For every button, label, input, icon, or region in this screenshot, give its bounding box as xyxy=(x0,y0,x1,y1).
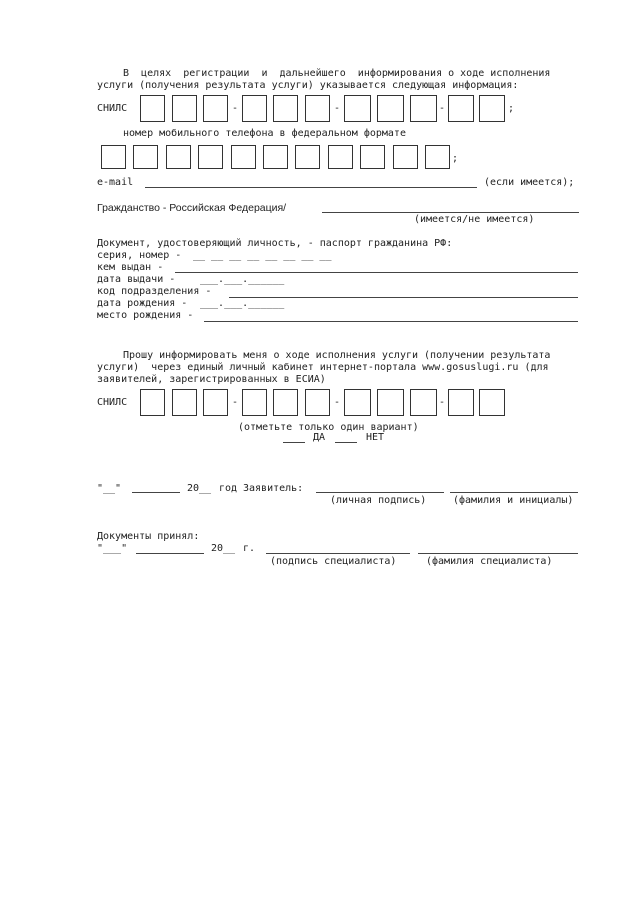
accepted-name-note: (фамилия специалиста) xyxy=(426,556,553,567)
digit-box[interactable] xyxy=(448,389,474,416)
digit-box[interactable] xyxy=(242,95,267,122)
series-label: серия, номер - xyxy=(97,250,182,261)
citizenship-label: Гражданство - Российская Федерация/ xyxy=(97,202,287,214)
applicant-day[interactable]: "__" xyxy=(97,483,122,494)
phone-label: номер мобильного телефона в федеральном формате xyxy=(123,128,406,139)
document-heading: Документ, удостоверяющий личность, - паспорт гражданина РФ: xyxy=(97,238,453,249)
digit-box[interactable] xyxy=(273,95,298,122)
applicant-year[interactable]: 20__ xyxy=(187,483,212,494)
yes-mark-field[interactable] xyxy=(283,442,305,443)
separator-dash: - xyxy=(439,103,446,114)
applicant-name-note: (фамилия и инициалы) xyxy=(453,495,574,506)
digit-box[interactable] xyxy=(344,95,371,122)
issued-by-label: кем выдан - xyxy=(97,262,164,273)
digit-box[interactable] xyxy=(172,389,197,416)
digit-box[interactable] xyxy=(360,145,385,169)
digit-box[interactable] xyxy=(242,389,267,416)
birth-date-field[interactable]: ___.___.______ xyxy=(200,298,285,309)
birth-place-field[interactable] xyxy=(204,321,578,322)
digit-box[interactable] xyxy=(410,95,437,122)
digit-box[interactable] xyxy=(140,95,165,122)
applicant-signature-field[interactable] xyxy=(316,492,444,493)
separator-dash: - xyxy=(232,397,239,408)
digit-box[interactable] xyxy=(377,389,404,416)
request-line-1: Прошу информировать меня о ходе исполнения услуги (получении результата xyxy=(123,350,551,361)
snils2-label: СНИЛС xyxy=(97,397,128,408)
phone-end: ; xyxy=(452,153,459,164)
separator-dash: - xyxy=(334,397,341,408)
digit-box[interactable] xyxy=(305,389,330,416)
request-line-3: заявителей, зарегистрированных в ЕСИА) xyxy=(97,374,326,385)
intro-line-2: услуги (получения результата услуги) указывается следующая информация: xyxy=(97,80,519,91)
digit-box[interactable] xyxy=(203,389,228,416)
citizenship-field[interactable] xyxy=(322,212,579,213)
email-note: (если имеется); xyxy=(484,177,575,188)
intro-line-1: В целях регистрации и дальнейшего информирования о ходе исполнения xyxy=(123,68,551,79)
snils-end: ; xyxy=(508,103,515,114)
accepted-year-suffix: г. xyxy=(243,543,256,554)
birth-place-label: место рождения - xyxy=(97,310,194,321)
accepted-label: Документы принял: xyxy=(97,531,200,542)
digit-box[interactable] xyxy=(172,95,197,122)
digit-box[interactable] xyxy=(166,145,191,169)
accepted-day[interactable]: "___" xyxy=(97,543,128,554)
digit-box[interactable] xyxy=(231,145,256,169)
applicant-month-field[interactable] xyxy=(132,492,180,493)
digit-box[interactable] xyxy=(295,145,320,169)
digit-box[interactable] xyxy=(133,145,158,169)
applicant-signature-note: (личная подпись) xyxy=(330,495,427,506)
snils-label: СНИЛС xyxy=(97,103,128,114)
digit-box[interactable] xyxy=(101,145,126,169)
accepted-year[interactable]: 20__ xyxy=(211,543,236,554)
separator-dash: - xyxy=(232,103,239,114)
series-field[interactable]: __ __ __ __ __ __ __ __ xyxy=(193,250,332,261)
birth-date-label: дата рождения - xyxy=(97,298,188,309)
digit-box[interactable] xyxy=(410,389,437,416)
email-label: e-mail xyxy=(97,177,134,188)
digit-box[interactable] xyxy=(273,389,298,416)
dept-code-label: код подразделения - xyxy=(97,286,212,297)
digit-box[interactable] xyxy=(479,389,505,416)
no-option[interactable]: НЕТ xyxy=(366,432,385,443)
email-field[interactable] xyxy=(145,187,477,188)
no-mark-field[interactable] xyxy=(335,442,357,443)
issued-by-field[interactable] xyxy=(175,272,578,273)
applicant-year-suffix: год xyxy=(219,483,238,494)
digit-box[interactable] xyxy=(425,145,450,169)
digit-box[interactable] xyxy=(377,95,404,122)
choice-note: (отметьте только один вариант) xyxy=(238,422,419,433)
digit-box[interactable] xyxy=(393,145,418,169)
issue-date-field[interactable]: ___.___.______ xyxy=(200,274,285,285)
separator-dash: - xyxy=(334,103,341,114)
accepted-signature-note: (подпись специалиста) xyxy=(270,556,397,567)
digit-box[interactable] xyxy=(344,389,371,416)
citizenship-note: (имеется/не имеется) xyxy=(414,214,535,225)
accepted-month-field[interactable] xyxy=(136,553,204,554)
applicant-name-field[interactable] xyxy=(450,492,578,493)
separator-dash: - xyxy=(439,397,446,408)
digit-box[interactable] xyxy=(328,145,353,169)
digit-box[interactable] xyxy=(198,145,223,169)
digit-box[interactable] xyxy=(140,389,165,416)
digit-box[interactable] xyxy=(305,95,330,122)
yes-option[interactable]: ДА xyxy=(313,432,326,443)
accepted-name-field[interactable] xyxy=(418,553,578,554)
digit-box[interactable] xyxy=(203,95,228,122)
digit-box[interactable] xyxy=(448,95,474,122)
applicant-label: Заявитель: xyxy=(243,483,304,494)
accepted-signature-field[interactable] xyxy=(266,553,410,554)
request-line-2: услуги) через единый личный кабинет интернет-портала www.gosuslugi.ru (для xyxy=(97,362,549,373)
digit-box[interactable] xyxy=(263,145,288,169)
digit-box[interactable] xyxy=(479,95,505,122)
issue-date-label: дата выдачи - xyxy=(97,274,176,285)
